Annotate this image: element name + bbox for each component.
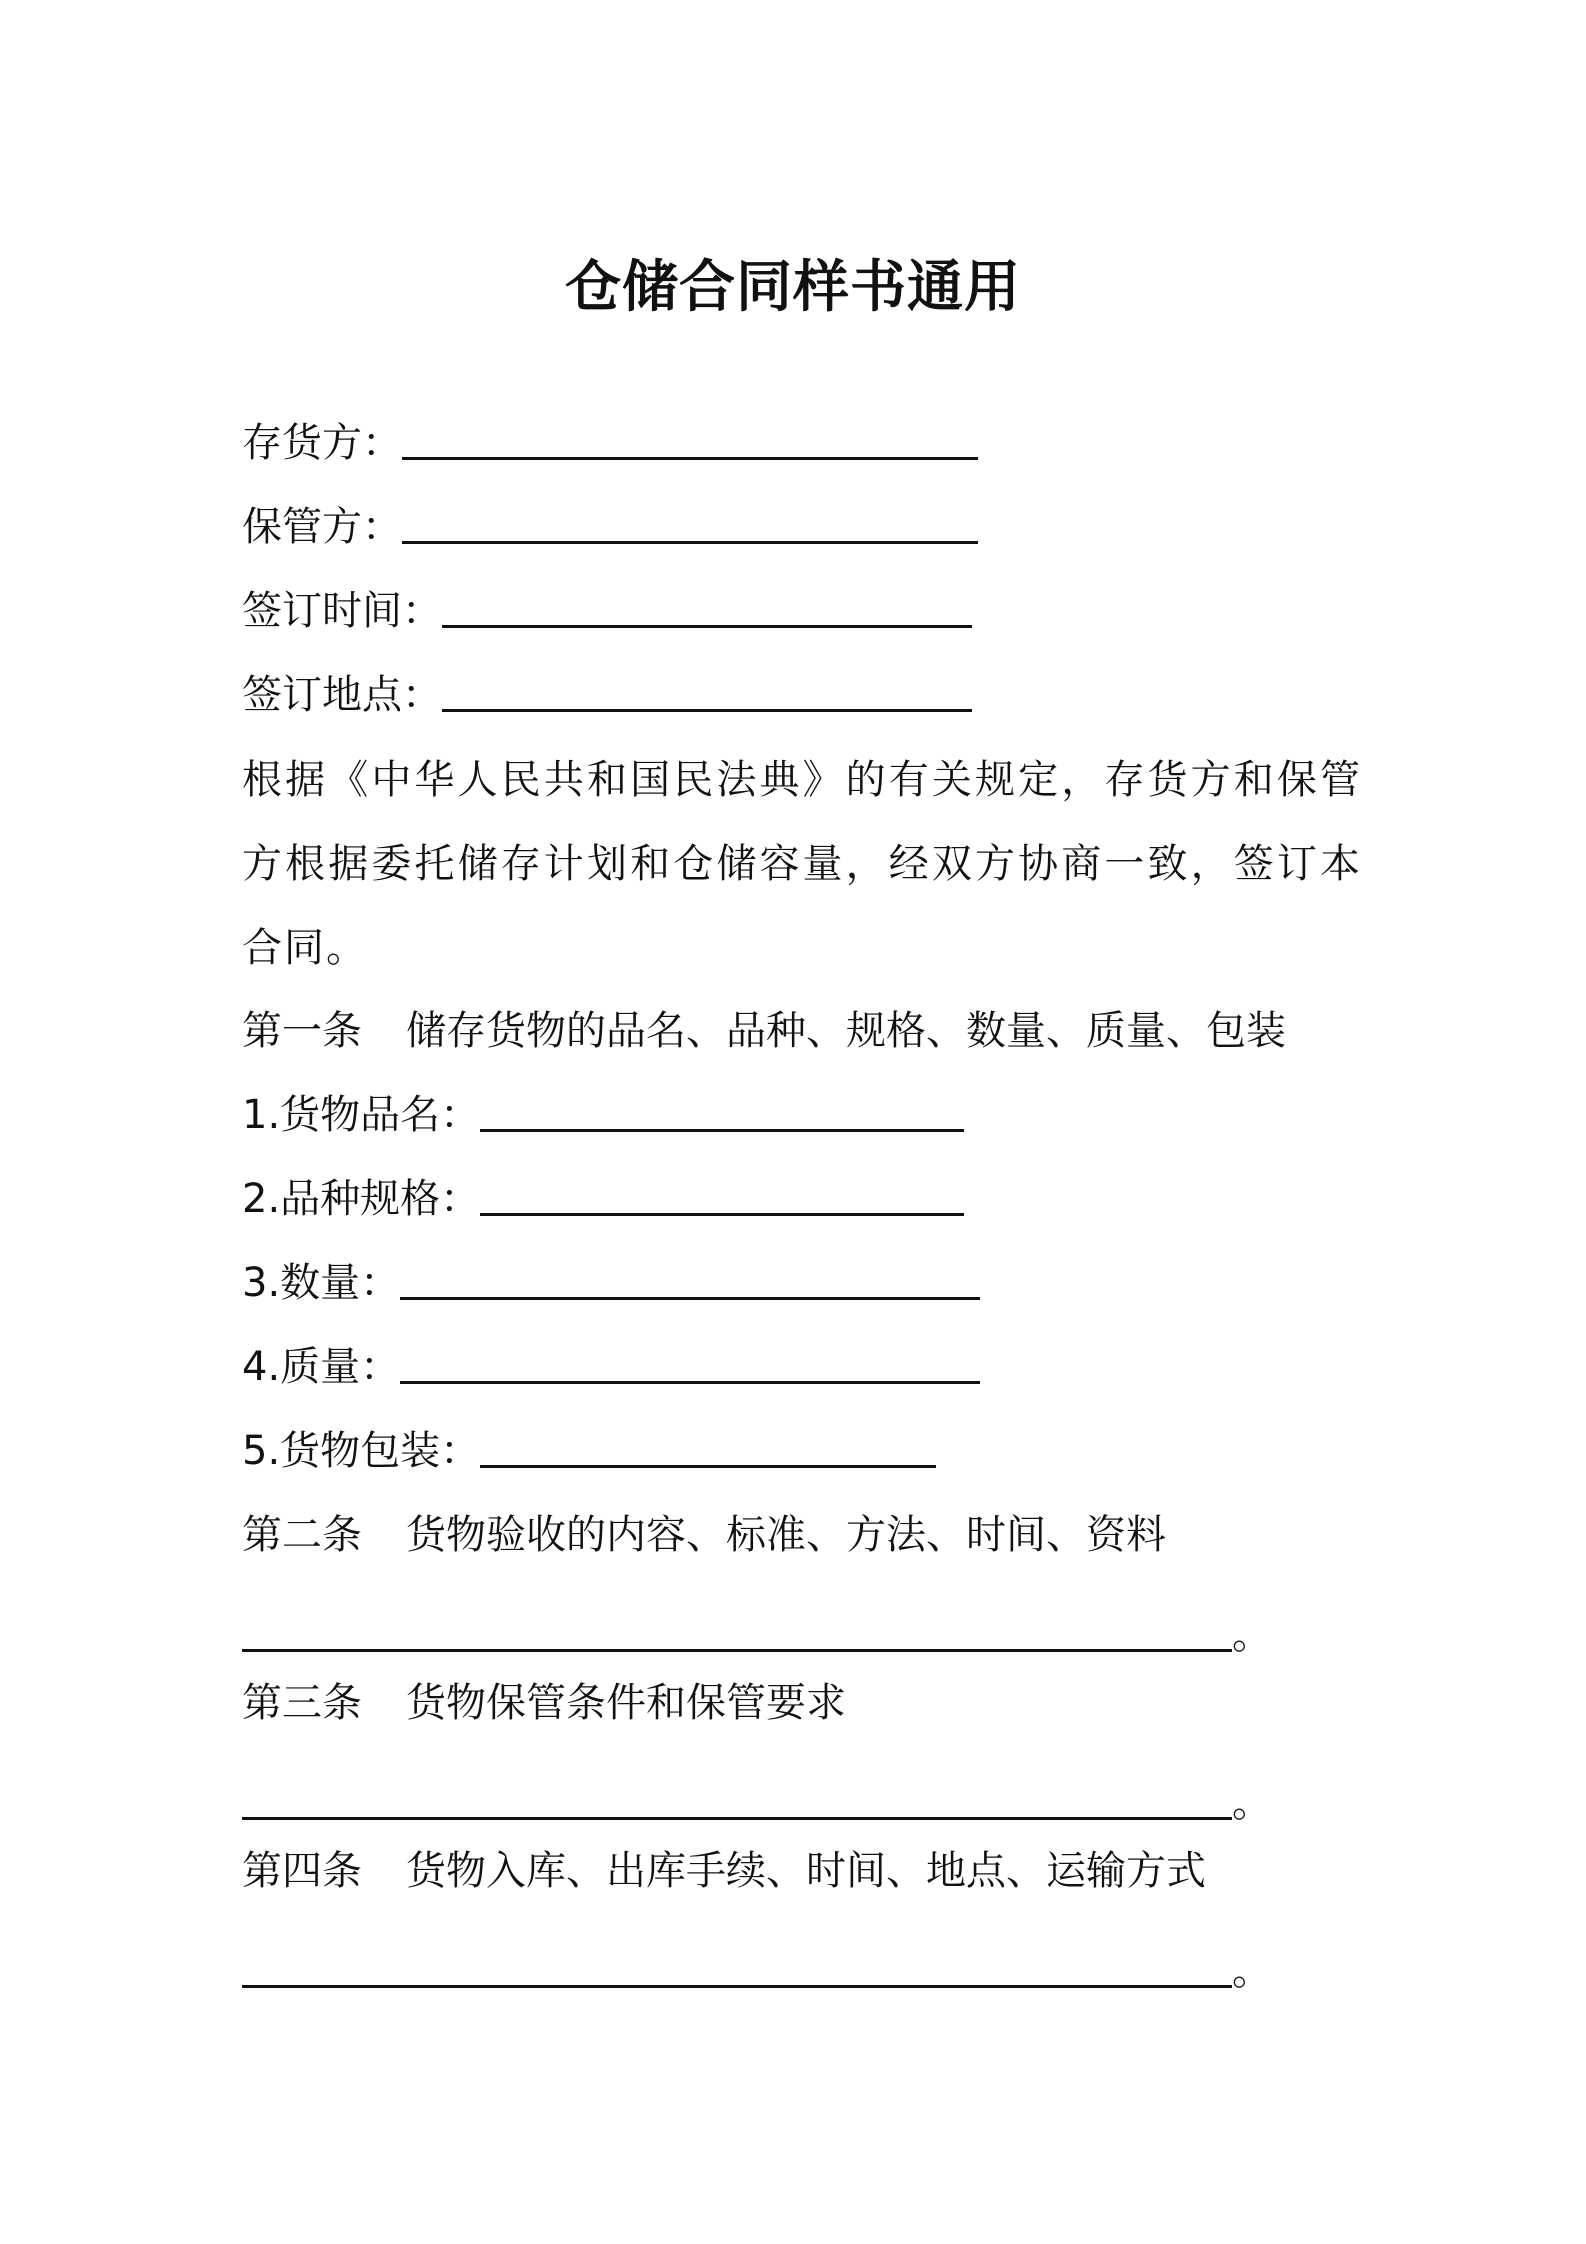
quantity-label: 3.数量：: [242, 1260, 401, 1306]
depositor-field: [242, 414, 978, 472]
quantity-field: [242, 1254, 980, 1312]
quantity-blank: [400, 1257, 980, 1300]
article4-period: 。: [1232, 1948, 1272, 1994]
signing-date-blank: [442, 585, 972, 628]
article4-heading: [242, 1842, 1206, 1900]
article3-period: 。: [1232, 1780, 1272, 1826]
article3-blank: [242, 1777, 1232, 1820]
signing-place-blank: [442, 669, 972, 712]
signing-date-field: [242, 582, 972, 640]
depositor-label: 存货方：: [242, 420, 402, 466]
article2-blank: [242, 1609, 1232, 1652]
article3-number: 第三条: [242, 1680, 362, 1726]
article4-title: 货物入库、出库手续、时间、地点、运输方式: [406, 1848, 1206, 1894]
packaging-field: [242, 1422, 936, 1480]
variety-spec-field: [242, 1170, 964, 1228]
article3-title: 货物保管条件和保管要求: [406, 1680, 846, 1726]
article2-title: 货物验收的内容、标准、方法、时间、资料: [406, 1512, 1166, 1558]
signing-place-field: [242, 666, 972, 724]
article3-heading: [242, 1674, 846, 1732]
article4-answer-line: [242, 1942, 1272, 2000]
article2-answer-line: [242, 1606, 1272, 1664]
signing-place-label: 签订地点：: [242, 672, 442, 718]
article2-heading: [242, 1506, 1166, 1564]
quality-label: 4.质量：: [242, 1344, 401, 1390]
custodian-blank: [402, 501, 978, 544]
packaging-blank: [480, 1425, 936, 1468]
quality-field: [242, 1338, 980, 1396]
article1-title: 储存货物的品名、品种、规格、数量、质量、包装: [406, 1008, 1286, 1054]
goods-name-field: [242, 1086, 964, 1144]
packaging-label: 5.货物包装：: [242, 1428, 481, 1474]
article4-number: 第四条: [242, 1848, 362, 1894]
document-title: 仓储合同样书通用: [565, 255, 1021, 320]
depositor-blank: [402, 417, 978, 460]
article3-answer-line: [242, 1774, 1272, 1832]
signing-date-label: 签订时间：: [242, 588, 442, 634]
custodian-field: [242, 498, 978, 556]
article4-blank: [242, 1945, 1232, 1988]
article1-number: 第一条: [242, 1008, 362, 1054]
article1-heading: [242, 1002, 1286, 1060]
goods-name-blank: [480, 1089, 964, 1132]
variety-spec-label: 2.品种规格：: [242, 1176, 481, 1222]
variety-spec-blank: [480, 1173, 964, 1216]
custodian-label: 保管方：: [242, 504, 402, 550]
article2-period: 。: [1232, 1612, 1272, 1658]
intro-paragraph: 根据《中华人民共和国民法典》的有关规定，存货方和保管方根据委托储存计划和仓储容量，经双方协商一致，签订本合同。: [242, 757, 1362, 971]
quality-blank: [400, 1341, 980, 1384]
goods-name-label: 1.货物品名：: [242, 1092, 481, 1138]
article2-number: 第二条: [242, 1512, 362, 1558]
